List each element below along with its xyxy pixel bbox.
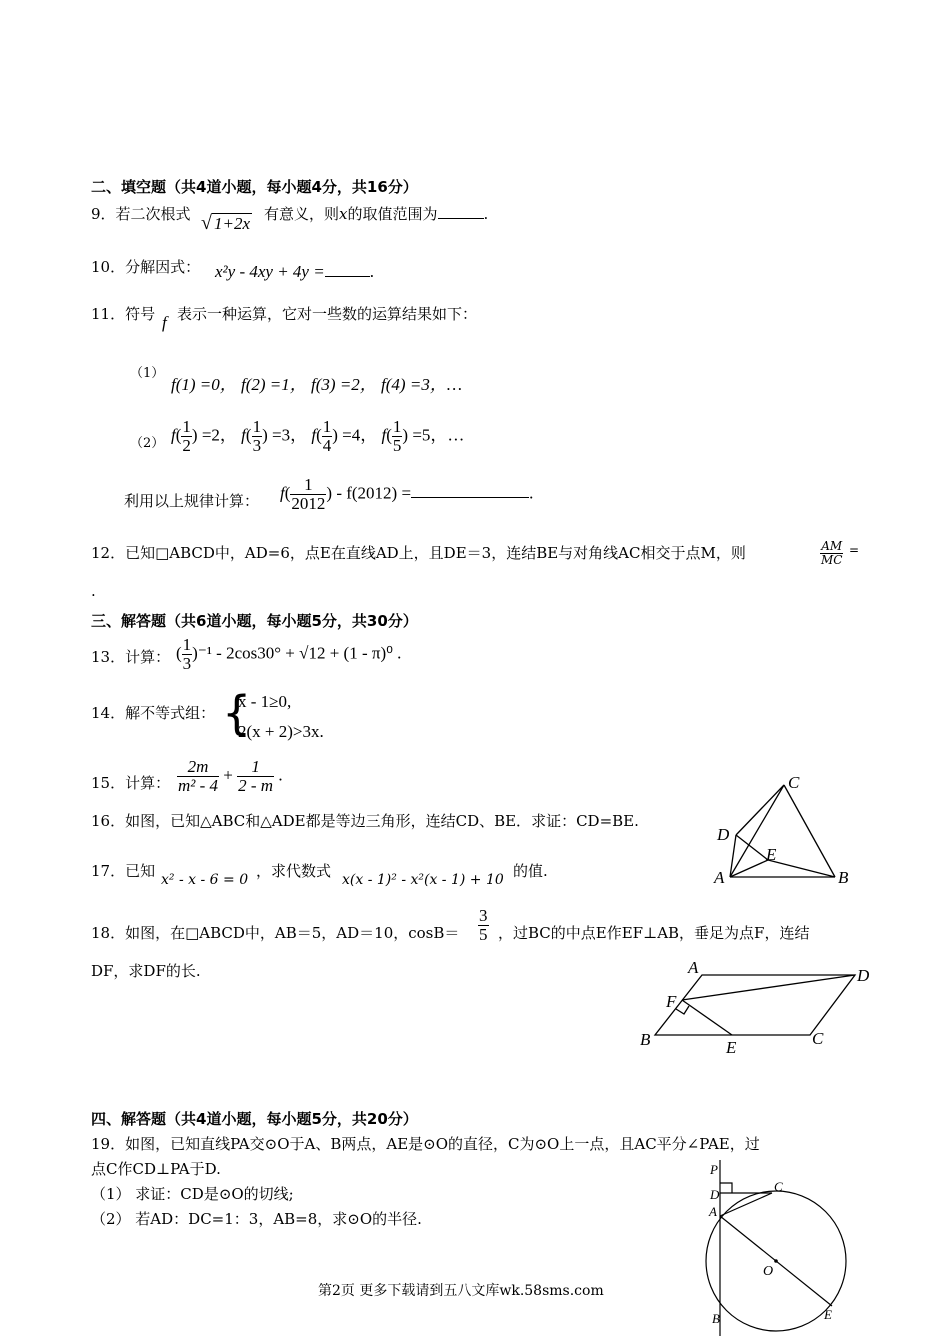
- q10-expr-text: x²y - 4xy + 4y =: [215, 262, 325, 281]
- page-footer: 第2页 更多下载请到五八文库wk.58sms.com: [318, 1283, 604, 1299]
- q9-var: x: [339, 205, 348, 223]
- q9-radicand: 1+2x: [213, 214, 251, 233]
- q11-line1-label: （1）: [130, 366, 165, 381]
- q18-fraction: [478, 907, 489, 944]
- fig18-label-b: B: [640, 1030, 651, 1049]
- question-17: [91, 860, 155, 881]
- q10-number: 10．: [91, 258, 126, 276]
- q19-part2: （2） 若AD：DC=1：3，AB=8，求⊙O的半径.: [91, 1210, 422, 1228]
- q9-radical: √ 1+2x: [201, 212, 251, 234]
- q19-number: 19．: [91, 1135, 126, 1153]
- fig18-label-d: D: [857, 966, 870, 985]
- fig16-line-be: [768, 860, 835, 877]
- fig18-label-f: F: [666, 992, 677, 1011]
- q15-expr: [177, 758, 283, 795]
- q12-eq: =: [849, 543, 860, 557]
- question-9: [91, 203, 191, 224]
- q13-expr-text: ⁻¹ - 2cos30° + √12 + (1 - π)⁰ .: [197, 643, 402, 663]
- q13-text: 计算：: [125, 648, 171, 666]
- question-12: [91, 542, 746, 563]
- q17-condition: x² - x - 6 = 0: [161, 872, 249, 888]
- section3-title: 三、解答题（共6道小题，每小题5分，共30分）: [91, 612, 418, 630]
- fig18-label-a: A: [688, 958, 699, 977]
- q19-line1: 如图，已知直线PA交⊙O于A、B两点，AE是⊙O的直径，C为⊙O上一点，且AC平分∠PAE，过: [125, 1135, 760, 1153]
- question-14: [91, 702, 215, 723]
- q18-number: 18．: [91, 924, 126, 942]
- q9-tail: 有意义，则x的取值范围为 .: [264, 205, 489, 223]
- q10-text: 分解因式：: [125, 258, 201, 276]
- fig19-right-angle: [720, 1183, 732, 1193]
- q19-line2: 点C作CD⊥PA于D.: [91, 1160, 221, 1178]
- q11-symbol: f: [162, 313, 167, 332]
- q14-number: 14．: [91, 704, 126, 722]
- q15-plus: +: [223, 765, 233, 785]
- q9-post2: 的取值范围为: [347, 205, 438, 223]
- q11-line3-post: ) - f(2012) =: [326, 483, 412, 503]
- q13-number: 13．: [91, 648, 126, 666]
- q17-number: 17．: [91, 862, 126, 880]
- q11-frac-den-1: 2: [182, 435, 191, 455]
- q11-answer-blank: [411, 497, 529, 498]
- figure-18: [630, 955, 880, 1060]
- q18-frac-bot: 5: [479, 924, 488, 944]
- q17-pre: 已知: [125, 862, 156, 880]
- q14-line1: x - 1≥0,: [238, 692, 292, 711]
- q15-f1-top: 2m: [177, 758, 219, 777]
- q12-tail: .: [91, 582, 96, 600]
- question-18: [91, 922, 459, 943]
- fig16-label-c: C: [788, 773, 800, 792]
- q12-text: 已知□ABCD中，AD=6，点E在直线AD上，且DE＝3，连结BE与对角线AC相交于点M，则: [125, 544, 746, 562]
- fig19-label-a: A: [709, 1204, 717, 1219]
- q11-val-3: =4，: [342, 425, 378, 445]
- q15-text: 计算：: [125, 774, 171, 792]
- question-16: [91, 810, 639, 831]
- q17-post: 的值.: [513, 862, 548, 880]
- question-11: [91, 303, 155, 324]
- q19-part1: （1） 求证：CD是⊙O的切线;: [91, 1185, 294, 1203]
- q11-val-2: =3，: [272, 425, 308, 445]
- q9-text: 若二次根式: [115, 205, 191, 223]
- figure-19: [700, 1158, 850, 1338]
- q11-number: 11．: [91, 305, 126, 323]
- q16-number: 16．: [91, 812, 126, 830]
- fig19-center-dot: [774, 1259, 778, 1263]
- fig18-line-fd: [682, 975, 855, 1000]
- q11-frac-den-2: 3: [252, 435, 262, 455]
- q16-text: 如图，已知△ABC和△ADE都是等边三角形，连结CD、BE．求证：CD=BE.: [125, 812, 639, 830]
- q18-post: ，过BC的中点E作EF⊥AB，垂足为点F，连结: [498, 924, 810, 942]
- fig19-line-ac: [720, 1193, 772, 1216]
- q15-number: 15．: [91, 774, 126, 792]
- fig18-parallelogram: [655, 975, 855, 1035]
- q11-line3: f( $\frac{1}{2012}$ ) - f(2012) = .: [280, 475, 534, 513]
- fig19-label-d: D: [710, 1187, 720, 1202]
- q11-val-1: =2，: [201, 425, 237, 445]
- q18-line2: DF，求DF的长.: [91, 962, 201, 980]
- q14-brace: {: [222, 686, 252, 740]
- fig19-label-b: B: [712, 1311, 720, 1326]
- fig16-label-a: A: [714, 868, 725, 887]
- fig16-label-e: E: [766, 845, 777, 864]
- q15-tail: .: [278, 765, 283, 785]
- q17-expr: x(x - 1)² - x²(x - 1) + 10: [342, 872, 504, 888]
- q11-line3-den: 2012: [291, 493, 326, 513]
- q9-answer-blank: [438, 218, 484, 219]
- q15-f2-top: 1: [237, 758, 274, 777]
- fig19-label-e: E: [824, 1307, 832, 1322]
- q11-line2: f( $\frac{1}{2}$ ) =2， f( $\frac{1}{3}$ ) =3， f( $\frac{1}{4}$ ) =4， f( $\frac{1}{5}$ ) =5，…: [171, 417, 465, 455]
- section4-title: 四、解答题（共4道小题，每小题5分，共20分）: [91, 1110, 418, 1128]
- q15-f1-bot: m² - 4: [178, 775, 219, 795]
- q14-line2: 2(x + 2)>3x.: [238, 722, 324, 741]
- q18-frac-top: 3: [479, 906, 488, 925]
- question-15: [91, 772, 170, 793]
- fig19-label-o: O: [763, 1264, 774, 1279]
- q11-frac-den-4: 5: [392, 435, 402, 455]
- q17-mid: ，求代数式: [256, 862, 332, 880]
- q11-line2-label: （2）: [130, 436, 165, 451]
- fig18-label-c: C: [812, 1029, 824, 1048]
- q11-line1: f(1) =0， f(2) =1， f(3) =2， f(4) =3，…: [171, 375, 462, 394]
- q11-frac-den-3: 4: [322, 435, 332, 455]
- fig18-label-e: E: [726, 1038, 737, 1057]
- fig18-right-angle: [676, 1006, 689, 1014]
- q18-pre: 如图，在□ABCD中，AB＝5，AD＝10，cosB＝: [125, 924, 460, 942]
- fig16-label-d: D: [717, 825, 730, 844]
- fig18-line-fe: [682, 1000, 732, 1035]
- q10-answer-blank: [325, 276, 370, 277]
- q10-expr: x²y - 4xy + 4y = .: [215, 262, 374, 281]
- figure-16: [700, 770, 860, 890]
- q12-number: 12．: [91, 544, 126, 562]
- fig16-line-cd: [736, 785, 784, 835]
- question-13: [91, 646, 170, 667]
- q11-val-4: =5，…: [412, 425, 465, 445]
- question-19: [91, 1133, 760, 1154]
- q13-expr: ( $\frac{1}{3}$ )⁻¹ - 2cos30° + √12 + (1 - π)⁰ .: [176, 635, 402, 673]
- q12-frac-bot: MC: [821, 552, 843, 567]
- q9-number: 9．: [91, 205, 116, 223]
- q11-post: 表示一种运算，它对一些数的运算结果如下：: [177, 305, 478, 323]
- q14-text: 解不等式组：: [125, 704, 216, 722]
- q15-f2-bot: 2 - m: [238, 775, 274, 795]
- q12-fraction: [820, 540, 843, 566]
- q11-pre: 符号: [125, 305, 156, 323]
- fig16-line-cb: [784, 785, 835, 877]
- q12-frac-top: AM: [821, 539, 843, 553]
- section2-title: 二、填空题（共4道小题，每小题4分，共16分）: [91, 178, 418, 196]
- q9-post: 有意义，则: [264, 205, 340, 223]
- q11-line3-pre: 利用以上规律计算：: [124, 492, 260, 510]
- fig16-label-b: B: [838, 868, 849, 887]
- fig19-label-c: C: [774, 1179, 783, 1194]
- question-10: [91, 256, 200, 277]
- fig19-label-p: P: [710, 1162, 718, 1177]
